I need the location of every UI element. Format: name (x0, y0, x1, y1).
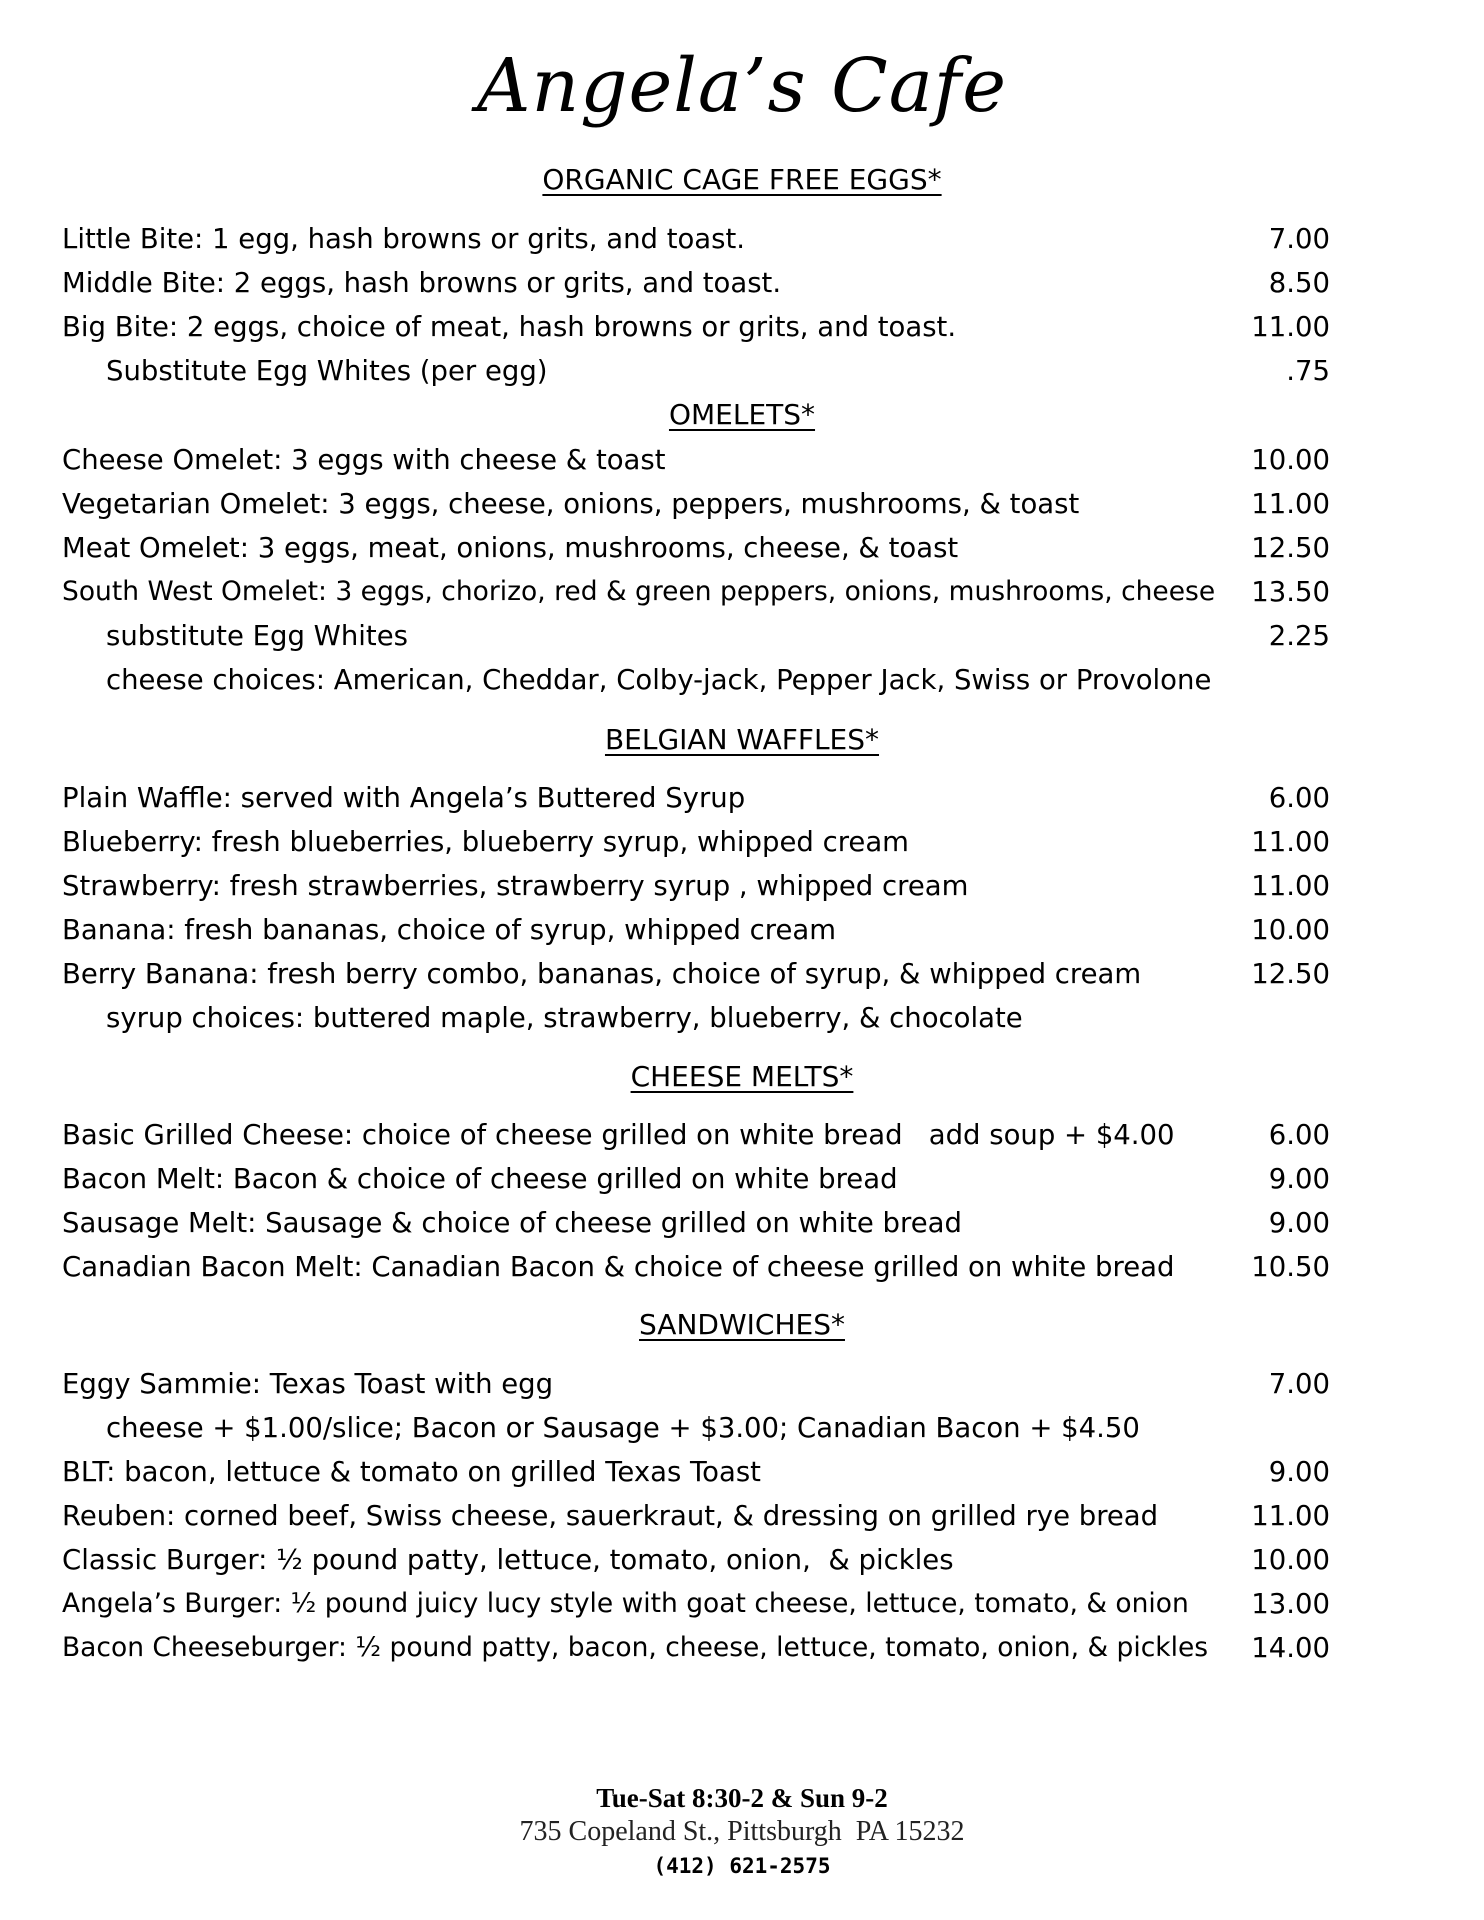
cafe-title: Angela’s Cafe (477, 43, 1007, 129)
menu-item (62, 1626, 1330, 1670)
item-description: cheese + $1.00/slice; Bacon or Sausage + $3.00; Canadian Bacon + $4.50 (106, 1412, 1140, 1444)
item-price: 10.00 (1251, 444, 1330, 476)
menu-item (62, 217, 1330, 261)
item-description: Cheese Omelet: 3 eggs with cheese & toast (62, 444, 666, 476)
section-heading-omelets: OMELETS* (668, 398, 816, 431)
phone-number: (412) 621-2575 (653, 1854, 831, 1878)
item-price: 11.00 (1251, 826, 1330, 858)
item-price: 11.00 (1251, 870, 1330, 902)
item-description: Angela’s Burger: ½ pound juicy lucy style with goat cheese, lettuce, tomato, & onion (62, 1588, 1189, 1619)
item-price: 13.00 (1251, 1588, 1330, 1620)
item-description: Banana: fresh bananas, choice of syrup, whipped cream (62, 914, 837, 946)
item-price: 10.00 (1251, 1544, 1330, 1576)
item-description: Substitute Egg Whites (per egg) (106, 355, 548, 387)
item-price: 7.00 (1268, 223, 1330, 255)
item-description: Canadian Bacon Melt: Canadian Bacon & choice of cheese grilled on white bread (62, 1251, 1175, 1283)
section-heading-eggs: ORGANIC CAGE FREE EGGS* (542, 163, 942, 196)
menu-item (62, 261, 1330, 305)
menu-subitem (106, 614, 1330, 658)
menu-item (62, 864, 1330, 908)
item-price: 9.00 (1268, 1163, 1330, 1195)
item-price: 14.00 (1251, 1632, 1330, 1664)
item-description: Basic Grilled Cheese: choice of cheese grilled on white bread add soup + $4.00 (62, 1119, 1175, 1151)
item-description: Bacon Melt: Bacon & choice of cheese grilled on white bread (62, 1163, 898, 1195)
menu-subitem (106, 996, 1330, 1040)
menu-item (62, 1113, 1330, 1157)
item-price: 8.50 (1268, 267, 1330, 299)
menu-item (62, 1245, 1330, 1289)
item-price: 13.50 (1251, 576, 1330, 608)
item-price: 7.00 (1268, 1368, 1330, 1400)
menu-item (62, 1157, 1330, 1201)
item-price: 6.00 (1268, 782, 1330, 814)
menu-subitem (106, 1406, 1330, 1450)
business-hours: Tue-Sat 8:30-2 & Sun 9-2 (596, 1783, 888, 1813)
menu-subitem (106, 349, 1330, 393)
menu-item (62, 1494, 1330, 1538)
item-description: Middle Bite: 2 eggs, hash browns or grits, and toast. (62, 267, 782, 299)
menu-item (62, 776, 1330, 820)
item-price: 9.00 (1268, 1207, 1330, 1239)
menu-item (62, 1362, 1330, 1406)
item-description: cheese choices: American, Cheddar, Colby-jack, Pepper Jack, Swiss or Provolone (106, 664, 1212, 696)
item-description: Little Bite: 1 egg, hash browns or grits, and toast. (62, 223, 746, 255)
menu-item (62, 305, 1330, 349)
menu-item (62, 1450, 1330, 1494)
item-description: Big Bite: 2 eggs, choice of meat, hash browns or grits, and toast. (62, 311, 957, 343)
item-price: 10.50 (1251, 1251, 1330, 1283)
item-description: Blueberry: fresh blueberries, blueberry syrup, whipped cream (62, 826, 909, 858)
menu-item (62, 482, 1330, 526)
item-description: Berry Banana: fresh berry combo, bananas, choice of syrup, & whipped cream (62, 958, 1142, 990)
item-price: 2.25 (1268, 620, 1330, 652)
item-price: .75 (1286, 355, 1330, 387)
menu-item (62, 820, 1330, 864)
section-heading-waffles: BELGIAN WAFFLES* (604, 723, 880, 756)
address: 735 Copeland St., Pittsburgh PA 15232 (519, 1816, 965, 1847)
menu-item (62, 908, 1330, 952)
item-description: substitute Egg Whites (106, 620, 408, 652)
menu-item (62, 1201, 1330, 1245)
item-description: BLT: bacon, lettuce & tomato on grilled Texas Toast (62, 1456, 761, 1488)
item-description: Sausage Melt: Sausage & choice of cheese grilled on white bread (62, 1207, 962, 1239)
item-price: 9.00 (1268, 1456, 1330, 1488)
item-price: 11.00 (1251, 1500, 1330, 1532)
item-price: 12.50 (1251, 532, 1330, 564)
menu-item (62, 1538, 1330, 1582)
menu-subitem (106, 658, 1330, 702)
item-price: 6.00 (1268, 1119, 1330, 1151)
item-description: Strawberry: fresh strawberries, strawberry syrup , whipped cream (62, 870, 969, 902)
item-price: 10.00 (1251, 914, 1330, 946)
item-description: Eggy Sammie: Texas Toast with egg (62, 1368, 554, 1400)
section-heading-sandwiches: SANDWICHES* (639, 1308, 845, 1341)
item-description: Plain Waffle: served with Angela’s Buttered Syrup (62, 782, 746, 814)
item-description: Vegetarian Omelet: 3 eggs, cheese, onions, peppers, mushrooms, & toast (62, 488, 1080, 520)
item-description: Classic Burger: ½ pound patty, lettuce, tomato, onion, & pickles (62, 1544, 954, 1576)
item-description: Reuben: corned beef, Swiss cheese, sauerkraut, & dressing on grilled rye bread (62, 1500, 1159, 1532)
section-heading-melts: CHEESE MELTS* (630, 1060, 854, 1093)
menu-item (62, 952, 1330, 996)
menu-item (62, 526, 1330, 570)
item-description: Meat Omelet: 3 eggs, meat, onions, mushrooms, cheese, & toast (62, 532, 959, 564)
item-price: 11.00 (1251, 488, 1330, 520)
menu-item (62, 438, 1330, 482)
menu-item (62, 1582, 1330, 1626)
item-description: syrup choices: buttered maple, strawberry, blueberry, & chocolate (106, 1002, 1023, 1034)
menu-item (62, 570, 1330, 614)
item-description: South West Omelet: 3 eggs, chorizo, red & green peppers, onions, mushrooms, cheese (62, 576, 1216, 607)
item-description: Bacon Cheeseburger: ½ pound patty, bacon, cheese, lettuce, tomato, onion, & pickles (62, 1632, 1209, 1663)
item-price: 12.50 (1251, 958, 1330, 990)
item-price: 11.00 (1251, 311, 1330, 343)
